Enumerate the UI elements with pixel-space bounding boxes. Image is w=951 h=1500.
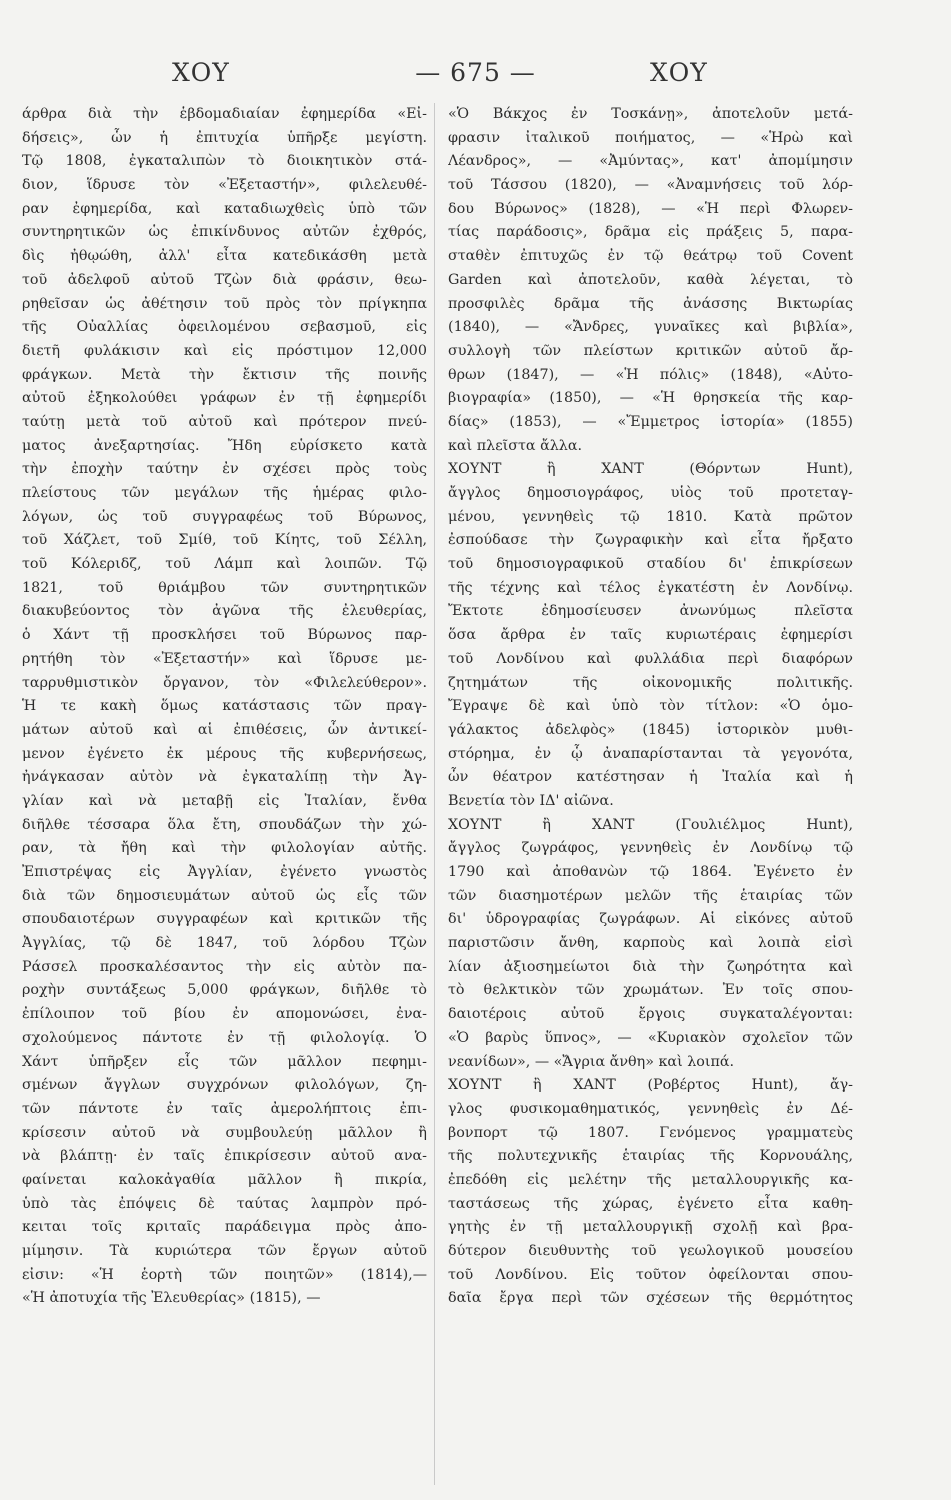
text-line: συλλογὴ τῶν πλείστων κριτικῶν αὐτοῦ ἄρ- bbox=[448, 342, 853, 359]
column-divider bbox=[434, 103, 435, 1485]
text-line: λίαν ἀξιοσημείωτοι διὰ τὴν ζωηρότητα καὶ bbox=[448, 958, 853, 975]
text-line: ὅσα ἄρθρα ἐν ταῖς κυριωτέραις ἐφημερίσι bbox=[448, 627, 853, 644]
text-line: τοῦ Κόλεριδζ, τοῦ Λάμπ καὶ λοιπῶν. Τῷ bbox=[22, 556, 427, 573]
page-number: — 675 — bbox=[415, 58, 536, 87]
text-line: τοῦ ἀδελφοῦ αὐτοῦ Τζὼν διὰ φράσιν, θεω- bbox=[22, 271, 427, 288]
text-line: μένου, γεννηθεὶς τῷ 1810. Κατὰ πρῶτον bbox=[448, 508, 853, 525]
text-line: «Ὁ βαρὺς ὕπνος», — «Κυριακὸν σχολεῖον τῶν bbox=[448, 1029, 853, 1046]
text-line: τοῦ Λονδίνου. Εἰς τοῦτον ὀφείλονται σπου- bbox=[448, 1266, 853, 1283]
text-line: λόγων, ὡς τοῦ συγγραφέως τοῦ Βύρωνος, bbox=[22, 508, 427, 525]
text-line: εἰσιν: «Ἡ ἑορτὴ τῶν ποιητῶν» (1814),— bbox=[22, 1266, 427, 1283]
text-line: διὰ τῶν δημοσιευμάτων αὐτοῦ ὡς εἷς τῶν bbox=[22, 887, 427, 904]
text-line: ΧΟΥΝΤ ἢ ΧΑΝΤ (Γουλιέλμος Hunt), bbox=[448, 816, 853, 833]
text-line: 1821, τοῦ θριάμβου τῶν συντηρητικῶν bbox=[22, 579, 427, 596]
text-line: τῶν διασημοτέρων μελῶν τῆς ἑταιρίας τῶν bbox=[448, 887, 853, 904]
text-line: παριστῶσιν ἄνθη, καρποὺς καὶ λοιπὰ εἰσὶ bbox=[448, 935, 853, 952]
text-line: Ἐπιστρέψας εἰς Ἀγγλίαν, ἐγένετο γνωστὸς bbox=[22, 864, 427, 880]
text-line: Ἀγγλίας, τῷ δὲ 1847, τοῦ λόρδου Τζὼν bbox=[22, 935, 427, 952]
text-line: φαίνεται καλοκἀγαθία μᾶλλον ἢ πικρία, bbox=[22, 1171, 427, 1188]
text-line: ταρρυθμιστικὸν ὄργανον, τὸν «Φιλελεύθερον». bbox=[22, 674, 427, 691]
text-line: πλείστους τῶν μεγάλων τῆς ἡμέρας φιλο- bbox=[22, 485, 427, 501]
text-line: διον, ἵδρυσε τὸν «Ἐξεταστήν», φιλελευθέ- bbox=[22, 177, 427, 194]
text-line: τὴν ἐποχὴν ταύτην ἐν σχέσει πρὸς τοὺς bbox=[22, 461, 427, 478]
text-line: κρίσεσιν αὐτοῦ νὰ συμβουλεύῃ μᾶλλον ἢ bbox=[22, 1124, 427, 1141]
text-line: γλος φυσικομαθηματικός, γεννηθεὶς ἐν Δέ- bbox=[448, 1100, 853, 1117]
right-column bbox=[448, 103, 853, 1311]
text-line: διῆλθε τέσσαρα ὅλα ἔτη, σπουδάζων τὴν χώ- bbox=[22, 816, 427, 833]
text-line: δὶς ἠθῳώθη, ἀλλ' εἶτα κατεδικάσθη μετὰ bbox=[22, 248, 427, 265]
text-line: ἠνάγκασαν αὐτὸν νὰ ἐγκαταλίπῃ τὴν Ἀγ- bbox=[22, 769, 427, 786]
left-column bbox=[22, 103, 427, 1311]
text-line: ραν, τὰ ἤθη καὶ τὴν φιλολογίαν αὐτῆς. bbox=[22, 840, 427, 857]
text-line: (1840), — «Ἄνδρες, γυναῖκες καὶ βιβλία», bbox=[448, 319, 853, 336]
text-line: τῶν πάντοτε ἐν ταῖς ἀμερολήπτοις ἐπι- bbox=[22, 1100, 427, 1117]
text-line: τοῦ δημοσιογραφικοῦ σταδίου δι' ἐπικρίσεων bbox=[448, 556, 853, 573]
text-line: σπουδαιοτέρων συγγραφέων καὶ κριτικῶν τῆς bbox=[22, 911, 427, 928]
text-line: ροχὴν συντάξεως 5,000 φράγκων, διῆλθε τὸ bbox=[22, 982, 427, 999]
text-line: τοῦ Τάσσου (1820), — «Ἀναμνήσεις τοῦ λόρ- bbox=[448, 177, 853, 194]
text-line: μενον ἐγένετο ἐκ μέρους τῆς κυβερνήσεως, bbox=[22, 745, 427, 762]
text-line: Ἡ τε κακὴ ὅμως κατάστασις τῶν πραγ- bbox=[22, 698, 427, 715]
text-line: ταστάσεως τῆς χώρας, ἐγένετο εἶτα καθη- bbox=[448, 1195, 853, 1212]
text-line: ὑπὸ τὰς ἐπόψεις δὲ ταύτας λαμπρὸν πρό- bbox=[22, 1195, 427, 1212]
text-line: τὸ θελκτικὸν τῶν χρωμάτων. Ἐν τοῖς σπου- bbox=[448, 982, 853, 999]
text-line: βονπορτ τῷ 1807. Γενόμενος γραμματεὺς bbox=[448, 1124, 853, 1141]
running-head-right: ΧΟΥ bbox=[650, 58, 708, 87]
text-line: μίμησιν. Τὰ κυριώτερα τῶν ἔργων αὐτοῦ bbox=[22, 1243, 427, 1259]
text-line: ἐπεδόθη εἰς μελέτην τῆς μεταλλουργικῆς κα- bbox=[448, 1171, 853, 1188]
text-line: βιογραφία» (1850), — «Ἡ θρησκεία τῆς καρ- bbox=[448, 390, 853, 407]
text-line: νὰ βλάπτῃ· ἐν ταῖς ἐπικρίσεσιν αὐτοῦ ανα- bbox=[22, 1148, 427, 1165]
text-line: προσφιλὲς δρᾶμα τῆς ἀνάσσης Βικτωρίας bbox=[448, 295, 853, 312]
text-line: στόρημα, ἐν ᾧ ἀναπαρίστανται τὰ γεγονότα, bbox=[448, 745, 853, 762]
text-line: φράγκων. Μετὰ τὴν ἔκτισιν τῆς ποινῆς bbox=[22, 366, 427, 383]
text-line: σταθὲν ἐπιτυχῶς ἐν τῷ θεάτρῳ τοῦ Covent bbox=[448, 248, 853, 265]
text-line: τῆς Οὐαλλίας ὀφειλομένου σεβασμοῦ, εἰς bbox=[22, 319, 427, 336]
text-line: δύτερον διευθυντὴς τοῦ γεωλογικοῦ μουσείου bbox=[448, 1243, 853, 1259]
text-line: δου Βύρωνος» (1828), — «Ἡ περὶ Φλωρεν- bbox=[448, 200, 853, 217]
text-line: ἐπίλοιπον τοῦ βίου ἐν απομονώσει, ἐνα- bbox=[22, 1006, 427, 1023]
text-line: μάτων αὐτοῦ καὶ αἱ ἐπιθέσεις, ὧν ἀντικεί- bbox=[22, 721, 427, 738]
text-line: άρθρα διὰ τὴν ἑβδομαδιαίαν ἐφημερίδα «Εἰ- bbox=[22, 106, 427, 122]
text-line: ΧΟΥΝΤ ἢ ΧΑΝΤ (Θόρντων Hunt), bbox=[448, 461, 853, 478]
text-line: συντηρητικῶν ὡς ἐπικίνδυνος αὐτῶν ἐχθρός, bbox=[22, 224, 427, 241]
text-line: Ἔγραψε δὲ καὶ ὑπὸ τὸν τίτλον: «Ὁ ὁμο- bbox=[448, 698, 853, 715]
text-line: καὶ πλεῖστα ἄλλα. bbox=[448, 437, 583, 454]
text-line: ἐσπούδασε τὴν ζωγραφικὴν καὶ εἶτα ἤρξατο bbox=[448, 532, 853, 549]
text-line: δαῖα ἔργα περὶ τῶν σχέσεων τῆς θερμότητος bbox=[448, 1290, 853, 1307]
text-line: ρητήθη τὸν «Ἐξεταστήν» καὶ ἵδρυσε με- bbox=[22, 650, 427, 667]
text-line: τοῦ Λονδίνου καὶ φυλλάδια περὶ διαφόρων bbox=[448, 650, 853, 667]
text-line: Λέανδρος», — «Ἀμύντας», κατ' ἀπομίμησιν bbox=[448, 153, 853, 170]
text-line: γητὴς ἐν τῇ μεταλλουργικῇ σχολῇ καὶ βρα- bbox=[448, 1219, 853, 1236]
text-line: 1790 καὶ ἀποθανὼν τῷ 1864. Ἐγένετο ἐν bbox=[448, 864, 853, 880]
text-line: δι' ὑδρογραφίας ζωγράφων. Αἱ εἰκόνες αὐτοῦ bbox=[448, 911, 853, 928]
text-line: φρασιν ἰταλικοῦ ποιήματος, — «Ἡρὼ καὶ bbox=[448, 129, 853, 146]
text-line: «Ἡ ἀποτυχία τῆς Ἐλευθερίας» (1815), — bbox=[22, 1290, 321, 1307]
text-line: τοῦ Χάζλετ, τοῦ Σμίθ, τοῦ Κίητς, τοῦ Σέλλη, bbox=[22, 532, 427, 549]
text-line: σμένων ἄγγλων συγχρόνων φιλολόγων, ζη- bbox=[22, 1077, 427, 1094]
text-line: ὧν θέατρον κατέστησαν ἡ Ἰταλία καὶ ἡ bbox=[448, 769, 853, 786]
text-line: ἄγγλος δημοσιογράφος, υἱὸς τοῦ προτεταγ- bbox=[448, 485, 853, 501]
text-line: τίας παράδοσις», δρᾶμα εἰς πράξεις 5, παρα- bbox=[448, 224, 853, 241]
text-line: Ράσσελ προσκαλέσαντος τὴν εἰς αὐτὸν πα- bbox=[22, 958, 427, 975]
text-line: Βενετία τὸν ΙΔ' αἰῶνα. bbox=[448, 792, 614, 809]
text-line: Τῷ 1808, ἐγκαταλιπὼν τὸ διοικητικὸν στά- bbox=[22, 153, 427, 170]
text-line: σχολούμενος πάντοτε ἐν τῇ φιλολογίᾳ. Ὁ bbox=[22, 1029, 427, 1046]
text-line: δίας» (1853), — «Ἔμμετρος ἱστορία» (1855) bbox=[448, 413, 853, 430]
text-line: Garden καὶ ἀποτελοῦν, καθὰ λέγεται, τὸ bbox=[448, 271, 853, 288]
text-line: νεανίδων», — «Ἄγρια ἄνθη» καὶ λοιπά. bbox=[448, 1053, 735, 1070]
text-line: ραν ἐφημερίδα, καὶ καταδιωχθεὶς ὑπὸ τῶν bbox=[22, 200, 427, 217]
text-line: διετῆ φυλάκισιν καὶ εἰς πρόστιμον 12,000 bbox=[22, 342, 427, 359]
text-line: γλίαν καὶ νὰ μεταβῇ εἰς Ἰταλίαν, ἔνθα bbox=[22, 792, 427, 809]
text-line: ζητημάτων τῆς οἰκονομικῆς πολιτικῆς. bbox=[448, 674, 853, 691]
text-line: ρηθεῖσαν ὡς ἀθέτησιν τοῦ πρὸς τὸν πρίγκηπα bbox=[22, 295, 427, 312]
text-line: ΧΟΥΝΤ ἢ ΧΑΝΤ (Ροβέρτος Hunt), ἄγ- bbox=[448, 1077, 853, 1094]
text-line: δήσεις», ὧν ἡ ἐπιτυχία ὑπῆρξε μεγίστη. bbox=[22, 129, 427, 146]
text-line: αὐτοῦ ἐξηκολούθει γράφων ἐν τῇ ἐφημερίδι bbox=[22, 390, 427, 407]
text-line: κειται τοῖς κριταῖς παράδειγμα πρὸς ἀπο- bbox=[22, 1219, 427, 1236]
text-line: γάλακτος ἀδελφὸς» (1845) ἱστορικὸν μυθι- bbox=[448, 721, 853, 738]
text-line: τῆς τέχνης καὶ τέλος ἐγκατέστη ἐν Λονδίνῳ. bbox=[448, 579, 853, 596]
text-line: ἄγγλος ζωγράφος, γεννηθεὶς ἐν Λονδίνῳ τῷ bbox=[448, 840, 853, 857]
text-line: ταύτῃ μετὰ τοῦ αὐτοῦ καὶ πρότερον πνεύ- bbox=[22, 413, 427, 430]
text-line: τῆς πολυτεχνικῆς ἑταιρίας τῆς Κορνουάλης, bbox=[448, 1148, 853, 1165]
text-line: διακυβεύοντος τὸν ἀγῶνα τῆς ἐλευθερίας, bbox=[22, 603, 427, 620]
text-line: ματος ἀνεξαρτησίας. Ἤδη εὑρίσκετο κατὰ bbox=[22, 437, 427, 454]
text-line: θρων (1847), — «Ἡ πόλις» (1848), «Αὐτο- bbox=[448, 366, 853, 383]
text-line: δαιοτέροις αὐτοῦ ἔργοις συγκαταλέγονται: bbox=[448, 1006, 853, 1023]
text-line: «Ὁ Βάκχος ἐν Τοσκάνῃ», ἀποτελοῦν μετά- bbox=[448, 106, 853, 122]
running-head-left: ΧΟΥ bbox=[172, 58, 230, 87]
text-line: Χάντ ὑπῆρξεν εἷς τῶν μᾶλλον πεφημι- bbox=[22, 1053, 427, 1070]
text-line: ὁ Χάντ τῇ προσκλήσει τοῦ Βύρωνος παρ- bbox=[22, 627, 427, 644]
text-line: Ἔκτοτε ἐδημοσίευσεν ἀνωνύμως πλεῖστα bbox=[448, 603, 853, 620]
